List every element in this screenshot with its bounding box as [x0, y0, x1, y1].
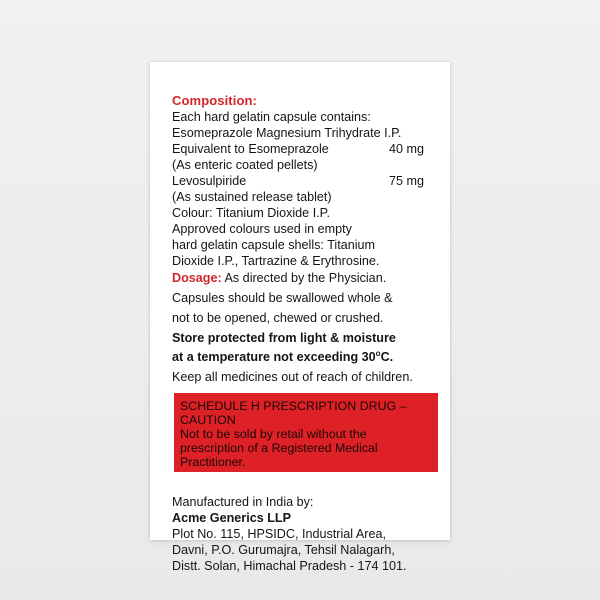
dosage-label: Dosage: [172, 271, 222, 285]
address-line-1: Plot No. 115, HPSIDC, Industrial Area, [172, 527, 386, 541]
label-card [150, 62, 450, 573]
manufacturer-block [172, 494, 442, 574]
composition-intro: Each hard gelatin capsule contains: [172, 110, 371, 124]
composition-equiv-row [172, 141, 424, 157]
composition-approved-3: Dioxide I.P., Tartrazine & Erythrosine. [172, 254, 380, 268]
company-name: Acme Generics LLP [172, 511, 291, 525]
dosage-text: As directed by the Physician. [221, 271, 387, 285]
composition-heading: Composition: [172, 93, 257, 108]
equiv-label: Equivalent to Esomeprazole [172, 142, 329, 156]
warning-title-1: SCHEDULE H PRESCRIPTION DRUG – [180, 399, 407, 413]
equiv-dose: 40 mg [388, 142, 424, 156]
manufactured-in: Manufactured in India by: [172, 495, 314, 509]
address-line-2: Davni, P.O. Gurumajra, Tehsil Nalagarh, [172, 543, 395, 557]
degree-sup: o [375, 349, 381, 358]
drug2-dose: 75 mg [388, 174, 424, 188]
composition-approved-2: hard gelatin capsule shells: Titanium [172, 238, 376, 252]
warning-body-1: Not to be sold by retail without the [180, 427, 367, 441]
drug2-label: Levosulpiride [172, 174, 247, 188]
warning-body-3: Practitioner. [180, 455, 246, 469]
storage-line-1: Store protected from light & moisture [172, 331, 396, 345]
children-warning: Keep all medicines out of reach of children. [172, 370, 413, 384]
storage-line-2-unit: C. [380, 350, 394, 364]
address-line-3: Distt. Solan, Himachal Pradesh - 174 101. [172, 559, 407, 573]
storage-line-2 [172, 346, 442, 365]
composition-drug2-row [172, 173, 424, 189]
warning-body-2: prescription of a Registered Medical [180, 441, 378, 455]
warning-title-2: CAUTION [180, 413, 236, 427]
swallow-line-2: not to be opened, chewed or crushed. [172, 311, 384, 325]
dosage-line [172, 270, 442, 286]
label-content [172, 93, 442, 574]
composition-drug1: Esomeprazole Magnesium Trihydrate I.P. [172, 126, 402, 140]
composition-colour: Colour: Titanium Dioxide I.P. [172, 206, 330, 220]
composition-tablet: (As sustained release tablet) [172, 190, 332, 204]
swallow-line-1: Capsules should be swallowed whole & [172, 291, 393, 305]
composition-approved-1: Approved colours used in empty [172, 222, 352, 236]
schedule-h-warning-box [174, 393, 438, 472]
storage-line-2-text: at a temperature not exceeding 30 [172, 350, 376, 364]
composition-pellets: (As enteric coated pellets) [172, 158, 318, 172]
